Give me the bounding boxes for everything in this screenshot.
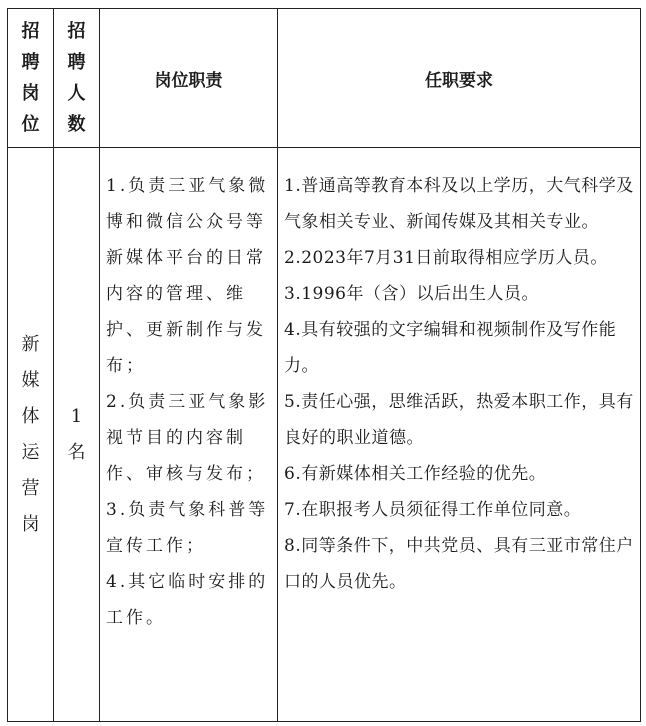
duty-item: 4.其它临时安排的工作。 bbox=[106, 572, 269, 628]
header-position: 招聘岗位 bbox=[8, 9, 54, 148]
header-requirements: 任职要求 bbox=[278, 9, 641, 148]
header-count: 招聘人数 bbox=[54, 9, 100, 148]
table-header-row bbox=[8, 9, 641, 148]
recruitment-table bbox=[7, 8, 641, 722]
requirement-item: 4.具有较强的文字编辑和视频制作及写作能力。 bbox=[284, 320, 617, 376]
position-cell bbox=[8, 148, 54, 722]
requirement-item: 6.有新媒体相关工作经验的优先。 bbox=[284, 464, 547, 484]
requirement-item: 7.在职报考人员须征得工作单位同意。 bbox=[284, 500, 582, 520]
position-count: 1名 bbox=[67, 405, 86, 463]
duties-cell bbox=[100, 148, 278, 722]
requirement-item: 5.责任心强，思维活跃，热爱本职工作，具有良好的职业道德。 bbox=[284, 392, 634, 448]
requirements-cell bbox=[278, 148, 641, 722]
requirement-item: 1.普通高等教育本科及以上学历，大气科学及气象相关专业、新闻传媒及其相关专业。 bbox=[284, 176, 634, 232]
requirement-item: 8.同等条件下，中共党员、具有三亚市常住户口的人员优先。 bbox=[284, 536, 634, 592]
duty-item: 2.负责三亚气象影视节目的内容制作、审核与发布； bbox=[106, 392, 269, 484]
table-row bbox=[8, 148, 641, 722]
header-duties: 岗位职责 bbox=[100, 9, 278, 148]
duty-item: 3.负责气象科普等宣传工作； bbox=[106, 500, 269, 556]
position-name: 新媒体运营岗 bbox=[21, 333, 40, 535]
count-cell bbox=[54, 148, 100, 722]
duty-item: 1.负责三亚气象微博和微信公众号等新媒体平台的日常内容的管理、维护、更新制作与发布； bbox=[106, 176, 269, 376]
requirement-item: 2.2023年7月31日前取得相应学历人员。 bbox=[284, 248, 608, 268]
requirement-item: 3.1996年（含）以后出生人员。 bbox=[284, 284, 539, 304]
